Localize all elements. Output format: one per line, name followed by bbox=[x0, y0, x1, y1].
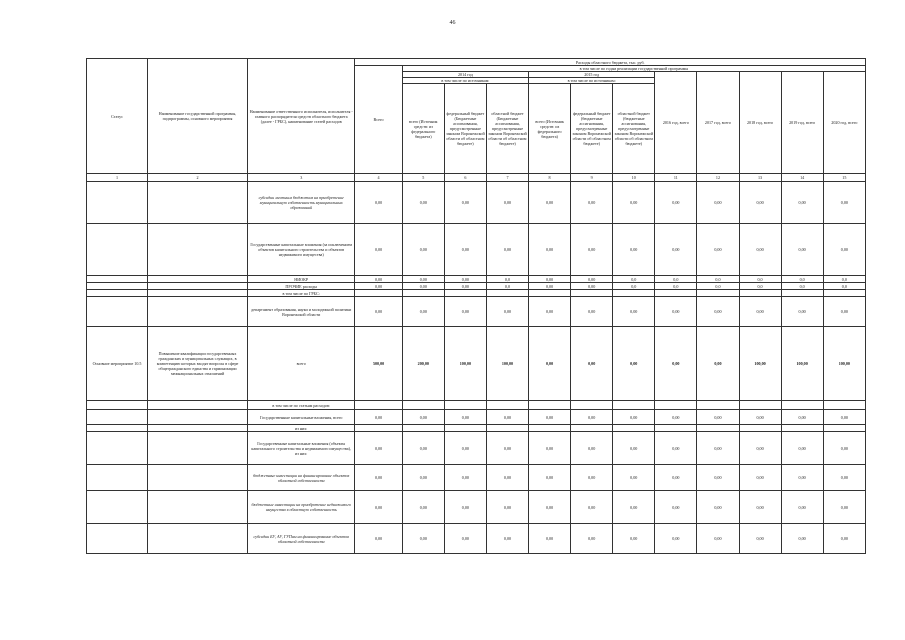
row-program bbox=[148, 524, 248, 554]
row-value: 0,00 bbox=[571, 524, 613, 554]
column-number: 15 bbox=[823, 174, 865, 182]
row-value: 0,00 bbox=[613, 327, 655, 401]
row-program: Повышение квалификации государственных гражданских и муниципальных служащих, в компетенцию которых входят вопросы в сфере общегражданского единства и гармонизации межнациональных отношений bbox=[148, 327, 248, 401]
row-value: 0,0 bbox=[613, 276, 655, 283]
header-2019: 2019 год, всего bbox=[781, 72, 823, 174]
row-value: 0,00 bbox=[444, 432, 486, 465]
column-number: 1 bbox=[87, 174, 148, 182]
row-value bbox=[402, 425, 444, 432]
row-value: 0,00 bbox=[355, 182, 402, 224]
row-status bbox=[87, 425, 148, 432]
row-value bbox=[444, 425, 486, 432]
row-value bbox=[655, 401, 697, 410]
column-number: 3 bbox=[248, 174, 355, 182]
row-value: 0,00 bbox=[781, 491, 823, 524]
header-2014-incl-sources: в том числе по источникам: bbox=[402, 78, 528, 84]
row-name: ПРОЧИЕ расходы bbox=[248, 283, 355, 290]
header-2016: 2016 год, всего bbox=[655, 72, 697, 174]
row-value: 0,00 bbox=[444, 276, 486, 283]
row-value: 0,00 bbox=[823, 524, 865, 554]
row-status bbox=[87, 465, 148, 491]
row-program bbox=[148, 182, 248, 224]
row-program bbox=[148, 410, 248, 425]
row-status bbox=[87, 182, 148, 224]
table-body bbox=[87, 182, 866, 554]
table-row bbox=[87, 297, 866, 327]
row-program bbox=[148, 465, 248, 491]
row-value: 0,00 bbox=[571, 491, 613, 524]
row-value: 0,00 bbox=[402, 491, 444, 524]
row-value: 0,00 bbox=[781, 297, 823, 327]
row-name: из них: bbox=[248, 425, 355, 432]
row-value: 0,00 bbox=[355, 224, 402, 276]
row-value: 0,00 bbox=[697, 224, 739, 276]
row-value: 0,0 bbox=[781, 276, 823, 283]
row-value: 0,0 bbox=[781, 283, 823, 290]
row-value: 0,0 bbox=[655, 276, 697, 283]
row-value: 0,00 bbox=[444, 524, 486, 554]
row-value: 0,00 bbox=[486, 224, 528, 276]
table-row bbox=[87, 410, 866, 425]
row-value: 0,00 bbox=[613, 491, 655, 524]
row-value: 0,00 bbox=[529, 410, 571, 425]
row-value: 0,00 bbox=[739, 224, 781, 276]
row-value: 0,00 bbox=[739, 524, 781, 554]
row-value: 0,00 bbox=[739, 297, 781, 327]
row-value: 0,00 bbox=[739, 182, 781, 224]
row-program bbox=[148, 432, 248, 465]
row-value: 0,00 bbox=[613, 465, 655, 491]
row-value: 0,00 bbox=[529, 327, 571, 401]
row-value: 0,00 bbox=[355, 276, 402, 283]
column-number: 4 bbox=[355, 174, 402, 182]
row-value: 0,00 bbox=[355, 283, 402, 290]
row-name: департамент образования, науки и молодежной политики Воронежской области bbox=[248, 297, 355, 327]
column-number: 5 bbox=[402, 174, 444, 182]
row-value bbox=[739, 401, 781, 410]
row-name: субсидии местным бюджетам на приобретение муниципальную собственность муниципальных образований bbox=[248, 182, 355, 224]
row-status bbox=[87, 290, 148, 297]
row-value: 0,00 bbox=[529, 182, 571, 224]
row-value bbox=[486, 401, 528, 410]
row-name: субсидии БУ, АУ, ГУПам на финансирование объектов областной собственности bbox=[248, 524, 355, 554]
row-value: 0,00 bbox=[781, 182, 823, 224]
row-program bbox=[148, 491, 248, 524]
table-row bbox=[87, 182, 866, 224]
row-status bbox=[87, 283, 148, 290]
row-name: бюджетные инвестиции на финансирование объектов областной собственности bbox=[248, 465, 355, 491]
row-value: 0,00 bbox=[402, 432, 444, 465]
row-value: 0,0 bbox=[823, 276, 865, 283]
row-value: 0,00 bbox=[739, 491, 781, 524]
row-value: 0,00 bbox=[444, 224, 486, 276]
row-value: 0,0 bbox=[697, 276, 739, 283]
row-value bbox=[781, 425, 823, 432]
row-value: 0,00 bbox=[571, 224, 613, 276]
row-value: 0,00 bbox=[823, 491, 865, 524]
row-value: 0,00 bbox=[739, 432, 781, 465]
column-number: 6 bbox=[444, 174, 486, 182]
table-row bbox=[87, 425, 866, 432]
row-value: 0,00 bbox=[402, 276, 444, 283]
row-status: Основное мероприятие 10.5 bbox=[87, 327, 148, 401]
row-value: 0,00 bbox=[486, 410, 528, 425]
row-value: 0,0 bbox=[697, 283, 739, 290]
row-value: 0,00 bbox=[613, 524, 655, 554]
row-value: 0,00 bbox=[823, 465, 865, 491]
row-value: 100,00 bbox=[739, 327, 781, 401]
row-value: 0,00 bbox=[355, 432, 402, 465]
row-value: 0,00 bbox=[444, 283, 486, 290]
row-value: 0,00 bbox=[571, 465, 613, 491]
row-value: 0,0 bbox=[655, 283, 697, 290]
row-value: 0,00 bbox=[613, 410, 655, 425]
row-value: 0,00 bbox=[655, 327, 697, 401]
row-value: 0,00 bbox=[781, 432, 823, 465]
row-program bbox=[148, 297, 248, 327]
header-year-2015: 2015 год bbox=[529, 72, 655, 78]
row-name: Государственные капитальные вложения, всего bbox=[248, 410, 355, 425]
row-program bbox=[148, 283, 248, 290]
row-value bbox=[486, 290, 528, 297]
row-value: 0,00 bbox=[823, 410, 865, 425]
row-value bbox=[739, 425, 781, 432]
row-value: 0,00 bbox=[486, 182, 528, 224]
row-value: 0,00 bbox=[355, 524, 402, 554]
header-2018: 2018 год, всего bbox=[739, 72, 781, 174]
row-value bbox=[402, 401, 444, 410]
row-name: бюджетные инвестиции на приобретение недвижимого имущества в областную собственность bbox=[248, 491, 355, 524]
row-value: 0,00 bbox=[444, 410, 486, 425]
row-value: 0,00 bbox=[486, 524, 528, 554]
row-value: 0,00 bbox=[529, 465, 571, 491]
row-value: 100,00 bbox=[781, 327, 823, 401]
row-status bbox=[87, 432, 148, 465]
row-value: 0,00 bbox=[697, 465, 739, 491]
row-value bbox=[613, 401, 655, 410]
row-value: 0,00 bbox=[529, 524, 571, 554]
row-value: 0,00 bbox=[613, 297, 655, 327]
header-total: Всего bbox=[355, 66, 402, 174]
row-value: 100,00 bbox=[486, 327, 528, 401]
table-row bbox=[87, 465, 866, 491]
header-executor: Наименование ответственного исполнителя, исполнителя - главного распорядителя средств областного бюджета (далее - ГРБС), наименование статей расходов bbox=[248, 59, 355, 174]
header-2014-total: всего (Источник средств: из федерального бюджета) bbox=[402, 84, 444, 174]
row-value: 0,00 bbox=[571, 432, 613, 465]
column-number: 14 bbox=[781, 174, 823, 182]
row-value: 0,00 bbox=[697, 297, 739, 327]
row-value: 0,00 bbox=[529, 276, 571, 283]
row-value: 0,00 bbox=[444, 465, 486, 491]
row-value: 0,00 bbox=[613, 432, 655, 465]
row-value: 0,00 bbox=[655, 182, 697, 224]
row-value: 0,0 bbox=[486, 276, 528, 283]
row-value: 0,00 bbox=[486, 491, 528, 524]
row-value bbox=[529, 290, 571, 297]
row-value: 0,00 bbox=[697, 432, 739, 465]
row-value: 0,00 bbox=[823, 224, 865, 276]
row-value: 0,00 bbox=[655, 410, 697, 425]
row-status bbox=[87, 524, 148, 554]
row-value bbox=[697, 425, 739, 432]
row-status bbox=[87, 276, 148, 283]
row-value: 0,00 bbox=[697, 524, 739, 554]
column-number: 9 bbox=[571, 174, 613, 182]
row-value: 0,00 bbox=[402, 524, 444, 554]
row-value: 0,00 bbox=[697, 410, 739, 425]
row-value: 0,00 bbox=[655, 297, 697, 327]
row-value: 500,00 bbox=[355, 327, 402, 401]
row-value: 0,00 bbox=[697, 327, 739, 401]
row-value: 0,00 bbox=[529, 297, 571, 327]
table-row bbox=[87, 491, 866, 524]
row-value: 0,00 bbox=[571, 276, 613, 283]
row-value bbox=[781, 290, 823, 297]
row-value: 0,0 bbox=[823, 283, 865, 290]
column-number: 12 bbox=[697, 174, 739, 182]
row-value: 0,00 bbox=[355, 491, 402, 524]
row-value: 0,00 bbox=[444, 182, 486, 224]
row-value: 0,00 bbox=[402, 224, 444, 276]
row-value bbox=[571, 290, 613, 297]
row-value: 100,00 bbox=[444, 327, 486, 401]
header-expenses-title: Расходы областного бюджета, тыс. руб. bbox=[355, 59, 866, 66]
row-value: 0,00 bbox=[444, 491, 486, 524]
row-value: 0,00 bbox=[739, 465, 781, 491]
header-2015-incl-sources: в том числе по источникам: bbox=[529, 78, 655, 84]
column-number: 10 bbox=[613, 174, 655, 182]
row-value: 200,00 bbox=[402, 327, 444, 401]
row-value: 0,00 bbox=[823, 182, 865, 224]
header-incl-realization: в том числе по годам реализации государственной программы bbox=[402, 66, 865, 72]
row-value: 0,00 bbox=[529, 491, 571, 524]
row-value: 0,00 bbox=[571, 297, 613, 327]
column-number: 7 bbox=[486, 174, 528, 182]
header-status: Статус bbox=[87, 59, 148, 174]
table-row bbox=[87, 432, 866, 465]
row-name: всего bbox=[248, 327, 355, 401]
row-status bbox=[87, 297, 148, 327]
row-program bbox=[148, 425, 248, 432]
row-value: 0,00 bbox=[444, 297, 486, 327]
row-value bbox=[571, 425, 613, 432]
row-value bbox=[823, 425, 865, 432]
row-value bbox=[355, 290, 402, 297]
table-row bbox=[87, 283, 866, 290]
column-number: 2 bbox=[148, 174, 248, 182]
row-value: 0,00 bbox=[571, 410, 613, 425]
row-value bbox=[655, 425, 697, 432]
row-program bbox=[148, 276, 248, 283]
row-value: 0,00 bbox=[781, 524, 823, 554]
row-status bbox=[87, 401, 148, 410]
row-value: 0,00 bbox=[571, 182, 613, 224]
page-number: 46 bbox=[449, 20, 456, 26]
budget-table bbox=[86, 58, 866, 554]
row-name: Государственные капитальные вложения (за исключением объектов капитального строительства и объектов недвижимого имущества) bbox=[248, 224, 355, 276]
row-value: 0,00 bbox=[823, 432, 865, 465]
table-row bbox=[87, 327, 866, 401]
header-2020: 2020 год, всего bbox=[823, 72, 865, 174]
row-program bbox=[148, 224, 248, 276]
row-value bbox=[823, 290, 865, 297]
row-value: 0,00 bbox=[402, 283, 444, 290]
row-value: 0,00 bbox=[402, 297, 444, 327]
row-value bbox=[444, 290, 486, 297]
row-value: 0,00 bbox=[486, 432, 528, 465]
row-value: 0,00 bbox=[529, 224, 571, 276]
column-number: 8 bbox=[529, 174, 571, 182]
row-value bbox=[444, 401, 486, 410]
row-value: 0,00 bbox=[823, 297, 865, 327]
header-2015-obl: областной бюджет (бюджетные ассигнования, предусмотренные законом Воронежской области об областном бюджете) bbox=[613, 84, 655, 174]
header-program: Наименование государственной программы, подпрограммы, основного мероприятия bbox=[148, 59, 248, 174]
row-value: 0,00 bbox=[402, 410, 444, 425]
row-value bbox=[739, 290, 781, 297]
row-value: 0,00 bbox=[529, 432, 571, 465]
table-row bbox=[87, 224, 866, 276]
table-row bbox=[87, 401, 866, 410]
row-value bbox=[529, 425, 571, 432]
header-2017: 2017 год, всего bbox=[697, 72, 739, 174]
table-row bbox=[87, 276, 866, 283]
row-value bbox=[355, 401, 402, 410]
row-value: 100,00 bbox=[823, 327, 865, 401]
row-value bbox=[697, 290, 739, 297]
row-name: в том числе по ГРБС: bbox=[248, 290, 355, 297]
row-value bbox=[613, 425, 655, 432]
row-status bbox=[87, 410, 148, 425]
row-value bbox=[781, 401, 823, 410]
row-value bbox=[697, 401, 739, 410]
row-value: 0,00 bbox=[781, 224, 823, 276]
row-value bbox=[529, 401, 571, 410]
row-name: НИОКР bbox=[248, 276, 355, 283]
row-name: в том числе по статьям расходов: bbox=[248, 401, 355, 410]
row-value: 0,00 bbox=[571, 327, 613, 401]
row-value: 0,00 bbox=[486, 465, 528, 491]
row-value: 0,00 bbox=[571, 283, 613, 290]
row-value: 0,00 bbox=[655, 465, 697, 491]
row-value: 0,00 bbox=[486, 297, 528, 327]
table-row bbox=[87, 290, 866, 297]
row-value: 0,0 bbox=[739, 283, 781, 290]
header-year-2014: 2014 год bbox=[402, 72, 528, 78]
row-value: 0,00 bbox=[655, 524, 697, 554]
row-value: 0,00 bbox=[697, 491, 739, 524]
row-status bbox=[87, 224, 148, 276]
row-value: 0,00 bbox=[655, 224, 697, 276]
header-2015-fed: федеральный бюджет (бюджетные ассигнования, предусмотренные законом Воронежской области об областном бюджете) bbox=[571, 84, 613, 174]
row-value bbox=[402, 290, 444, 297]
row-value: 0,00 bbox=[613, 182, 655, 224]
header-2014-obl: областной бюджет (Бюджетные ассигнования, предусмотренные законом Воронежской области об областном бюджете) bbox=[486, 84, 528, 174]
row-value bbox=[655, 290, 697, 297]
row-value: 0,00 bbox=[781, 465, 823, 491]
table-row bbox=[87, 524, 866, 554]
row-value: 0,00 bbox=[355, 465, 402, 491]
row-status bbox=[87, 491, 148, 524]
row-value bbox=[823, 401, 865, 410]
row-value: 0,0 bbox=[613, 283, 655, 290]
row-value: 0,00 bbox=[529, 283, 571, 290]
row-value bbox=[571, 401, 613, 410]
row-value: 0,00 bbox=[781, 410, 823, 425]
row-value: 0,00 bbox=[655, 432, 697, 465]
row-value bbox=[355, 425, 402, 432]
row-name: Государственные капитальные вложения (объекты капитального строительства и недвижимого имущества), из них: bbox=[248, 432, 355, 465]
row-value: 0,00 bbox=[402, 182, 444, 224]
column-number: 13 bbox=[739, 174, 781, 182]
header-2014-fed: федеральный бюджет (Бюджетные ассигнования, предусмотренные законом Воронежской области об областном бюджете) bbox=[444, 84, 486, 174]
row-value bbox=[613, 290, 655, 297]
header-2015-total: всего (Источник средств: из федерального бюджета) bbox=[529, 84, 571, 174]
row-value: 0,00 bbox=[739, 410, 781, 425]
row-program bbox=[148, 401, 248, 410]
row-value: 0,0 bbox=[739, 276, 781, 283]
row-value bbox=[486, 425, 528, 432]
row-value: 0,00 bbox=[355, 410, 402, 425]
row-value: 0,00 bbox=[402, 465, 444, 491]
row-value: 0,00 bbox=[697, 182, 739, 224]
row-value: 0,00 bbox=[355, 297, 402, 327]
row-value: 0,00 bbox=[655, 491, 697, 524]
row-program bbox=[148, 290, 248, 297]
column-number: 11 bbox=[655, 174, 697, 182]
row-value: 0,00 bbox=[613, 224, 655, 276]
row-value: 0,0 bbox=[486, 283, 528, 290]
